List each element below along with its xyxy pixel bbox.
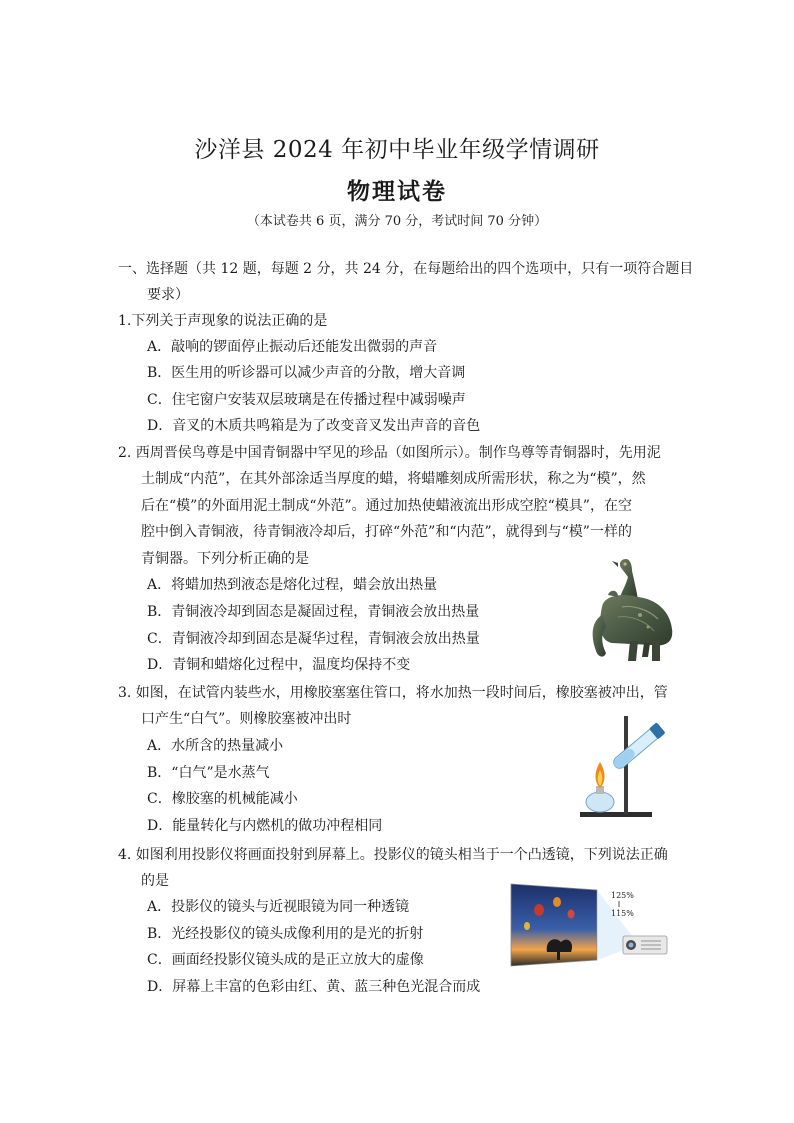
exam-note: （本试卷共 6 页，满分 70 分，考试时间 70 分钟） xyxy=(246,214,548,229)
subject-title: 物理试卷 xyxy=(347,178,447,205)
question-2-stem-line2: 土制成“内范”，在其外部涂适当厚度的蜡，将蜡雕刻成所需形状，称之为“模”，然 xyxy=(141,471,646,487)
question-2-option-d: D．青铜和蜡熔化过程中，温度均保持不变 xyxy=(147,657,411,673)
question-4-stem-line1: 4. 如图利用投影仪将画面投射到屏幕上。投影仪的镜头相当于一个凸透镜，下列说法正确 xyxy=(118,847,668,863)
exam-title: 沙洋县 2024 年初中毕业年级学情调研 xyxy=(194,137,600,163)
bronze-bird-vessel-image xyxy=(582,555,678,667)
test-tube-heating-image xyxy=(574,712,674,820)
question-1-option-a: A．敲响的锣面停止振动后还能发出微弱的声音 xyxy=(147,339,438,355)
projector-label-top: 125% xyxy=(611,891,634,900)
question-4-option-d: D．屏幕上丰富的色彩由红、黄、蓝三种色光混合而成 xyxy=(147,979,481,995)
section-heading: 一、选择题（共 12 题，每题 2 分，共 24 分，在每题给出的四个选项中，只有一项符合题目 xyxy=(118,261,694,277)
question-1-option-b: B．医生用的听诊器可以减少声音的分散，增大音调 xyxy=(147,365,466,381)
question-3-option-a: A．水所含的热量减小 xyxy=(147,738,284,754)
question-2-stem-line5: 青铜器。下列分析正确的是 xyxy=(141,551,309,567)
question-4-option-c: C．画面经投影仪镜头成的是正立放大的虚像 xyxy=(147,952,424,968)
question-2-option-b: B．青铜液冷却到固态是凝固过程，青铜液会放出热量 xyxy=(147,604,480,620)
section-heading-cont: 要求） xyxy=(147,287,189,303)
question-3-stem-line2: 口产生“白气”。则橡胶塞被冲出时 xyxy=(141,711,352,727)
question-4-option-a: A．投影仪的镜头与近视眼镜为同一种透镜 xyxy=(147,899,410,915)
question-3-option-b: B．“白气”是水蒸气 xyxy=(147,765,270,781)
question-4-stem-line2: 的是 xyxy=(141,873,169,889)
question-1-option-d: D．音叉的木质共鸣箱是为了改变音叉发出声音的音色 xyxy=(147,418,481,434)
question-2-option-c: C．青铜液冷却到固态是凝华过程，青铜液会放出热量 xyxy=(147,631,480,647)
question-1-stem: 1.下列关于声现象的说法正确的是 xyxy=(118,313,328,329)
question-2-option-a: A．将蜡加热到液态是熔化过程，蜡会放出热量 xyxy=(147,577,438,593)
question-1-option-c: C．住宅窗户安装双层玻璃是在传播过程中减弱噪声 xyxy=(147,392,466,408)
projector-screen-image xyxy=(509,880,671,968)
question-2-stem-line1: 2. 西周晋侯鸟尊是中国青铜器中罕见的珍品（如图所示）。制作鸟尊等青铜器时，先用泥 xyxy=(118,445,661,461)
question-3-option-c: C．橡胶塞的机械能减小 xyxy=(147,791,298,807)
question-3-stem-line1: 3. 如图，在试管内装些水，用橡胶塞塞住管口，将水加热一段时间后，橡胶塞被冲出，管 xyxy=(118,685,668,701)
question-2-stem-line3: 后在“模”的外面用泥土制成“外范”。通过加热使蜡液流出形成空腔“模具”，在空 xyxy=(141,498,632,514)
question-2-stem-line4: 腔中倒入青铜液，待青铜液冷却后，打碎“外范”和“内范”，就得到与“模”一样的 xyxy=(141,524,632,540)
question-3-option-d: D．能量转化与内燃机的做功冲程相同 xyxy=(147,818,383,834)
question-4-option-b: B．光经投影仪的镜头成像利用的是光的折射 xyxy=(147,926,424,942)
projector-label-bottom: 115% xyxy=(611,909,634,918)
